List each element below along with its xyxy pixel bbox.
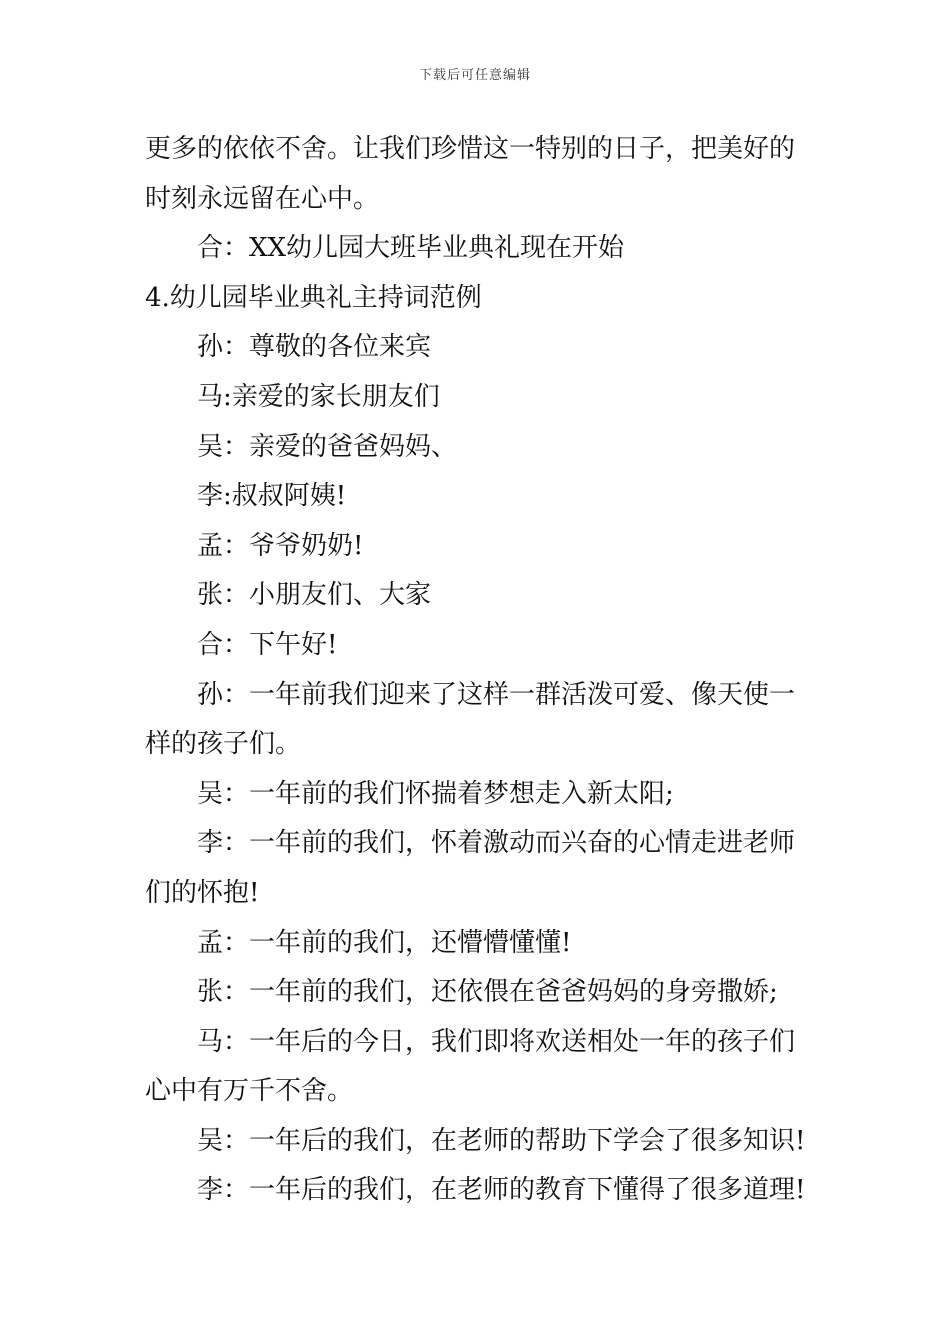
text-line: 更多的依依不舍。让我们珍惜这一特别的日子，把美好的 [145, 134, 796, 164]
document-body [145, 125, 810, 1216]
text-line: 吴：一年前的我们怀揣着梦想走入新太阳; [197, 778, 674, 809]
text-line: 张：小朋友们、大家 [197, 580, 432, 611]
text-line: 孙：尊敬的各位来宾 [197, 332, 432, 363]
text-line: 马：一年后的今日，我们即将欢送相处一年的孩子们 [197, 1026, 796, 1057]
text-line: 合：下午好! [197, 629, 338, 660]
text-line: 吴：一年后的我们，在老师的帮助下学会了很多知识! [197, 1125, 806, 1156]
text-line: 心中有万千不舍。 [145, 1076, 354, 1107]
text-line: 马:亲爱的家长朋友们 [197, 381, 440, 412]
text-line: 孟：一年前的我们，还懵懵懂懂! [197, 927, 572, 958]
text-line: 时刻永远留在心中。 [145, 183, 380, 214]
text-line: 张：一年前的我们，还依偎在爸爸妈妈的身旁撒娇; [197, 977, 778, 1008]
text-line: 孙：一年前我们迎来了这样一群活泼可爱、像天使一 [197, 679, 796, 710]
text-line: 们的怀抱! [145, 877, 260, 908]
text-line: 样的孩子们。 [145, 729, 302, 760]
text-line: 孟：爷爷奶奶! [197, 530, 364, 561]
section-heading: 4.幼儿园毕业典礼主持词范例 [145, 282, 482, 313]
text-line: 李：一年后的我们，在老师的教育下懂得了很多道理! [197, 1175, 806, 1206]
text-line: 李:叔叔阿姨! [197, 481, 347, 512]
page-header: 下载后可任意编辑 [418, 68, 531, 83]
text-line: 合：XX幼儿园大班毕业典礼现在开始 [197, 233, 625, 264]
text-line: 吴：亲爱的爸爸妈妈、 [197, 431, 458, 462]
text-line: 李：一年前的我们，怀着激动而兴奋的心情走进老师 [197, 828, 796, 859]
